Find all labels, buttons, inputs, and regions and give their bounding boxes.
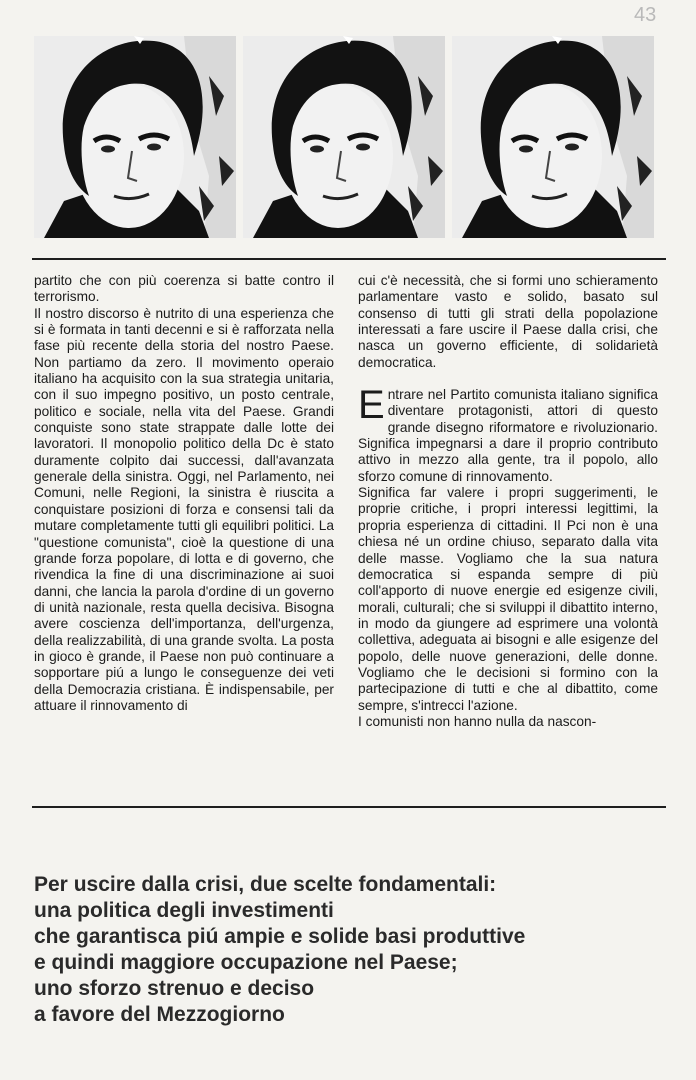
page-number: 43: [634, 4, 657, 26]
headline: [34, 872, 674, 1028]
bottom-divider: [32, 806, 666, 808]
drop-cap: E: [358, 383, 385, 428]
article-paragraph: partito che con più coerenza si batte contro il terrorismo.: [34, 273, 334, 305]
article-right-column: [358, 273, 658, 730]
headline-line: e quindi maggiore occupazione nel Paese;: [34, 951, 458, 974]
headline-line: Per uscire dalla crisi, due scelte fondamentali:: [34, 873, 497, 896]
article-left-column: [34, 273, 334, 714]
article-paragraph-dropcap: [358, 383, 658, 485]
portrait-image: [243, 36, 445, 238]
article-paragraph: I comunisti non hanno nulla da nascon-: [358, 713, 597, 729]
photo-strip: [34, 36, 656, 238]
portrait-photo-2: [243, 36, 445, 238]
article-paragraph: Significa far valere i propri suggerimenti, le proprie critiche, i propri interessi legittimi, la propria esperienza di cittadini. Il Pci non è una chiesa né un ordine chiuso, separato dalla vita delle masse. Vogliamo che la sua natura democratica si espanda sempre di più coll'apporto di nuove energie ed esigenze civili, morali, culturali; che si sviluppi il dibattito interno, in modo da giungere ad esprimere una volontà collettiva, adeguata ai bisogni e alle esigenze del popolo, delle nuove generazioni, delle donne. Vogliamo che le decisioni si formino con la partecipazione di tutti e che al dibattito, come sempre, s'intrecci l'azione.: [358, 485, 658, 713]
top-divider: [32, 258, 666, 260]
dropcap-paragraph-text: ntrare nel Partito comunista italiano significa diventare protagonisti, attori di questo grande disegno riformatore e rivoluzionario. Significa impegnarsi a dare il proprio contributo attivo in mezzo alla gente, tra il popolo, allo sforzo comune di rinnovamento.: [358, 387, 658, 484]
article-paragraph: Il nostro discorso è nutrito di una esperienza che si è formata in tanti decenni e si è rafforzata nella fase più recente della storia del nostro Paese. Non partiamo da zero. Il movimento operaio italiano ha acquisito con la sua strategia unitaria, con il suo impegno positivo, un posto centrale, politico e sociale, nella vita del Paese. Grandi conquiste sono state strappate dalle lotte dei lavoratori. Il monopolio politico della Dc è stato duramente colpito dai successi, dall'avanzata generale della sinistra. Oggi, nel Parlamento, nei Comuni, nelle Regioni, la sinistra è riuscita a conquistare posizioni di forza e consensi tali da mutare completamente tutti gli equilibri politici. La "questione comunista", cioè la questione di una grande forza popolare, di lotta e di governo, che rivendica la fine di una discriminazione ai suoi danni, che lancia la parola d'ordine di un governo di unità nazionale, resta quella decisiva. Bisogna avere coscienza dell'importanza, dell'urgenza, della realizzabilità, di una grande svolta. La posta in gioco è grande, il Paese non può continuare a sopportare piú a lungo le conseguenze dei veti della Democrazia cristiana. È indispensabile, per attuare il rinnovamento di: [34, 305, 334, 713]
headline-line: a favore del Mezzogiorno: [34, 1003, 285, 1026]
portrait-image: [452, 36, 654, 238]
headline-line: che garantisca piú ampie e solide basi produttive: [34, 925, 526, 948]
article-paragraph: cui c'è necessità, che si formi uno schieramento parlamentare vasto e solido, basato sul consenso di tutti gli strati della popolazione interessati a fare uscire il Paese dalla crisi, che nasca un governo efficiente, di solidarietà democratica.: [358, 273, 658, 370]
headline-line: una politica degli investimenti: [34, 899, 334, 922]
portrait-photo-1: [34, 36, 236, 238]
portrait-image: [34, 36, 236, 238]
portrait-photo-3: [452, 36, 654, 238]
headline-line: uno sforzo strenuo e deciso: [34, 977, 315, 1000]
